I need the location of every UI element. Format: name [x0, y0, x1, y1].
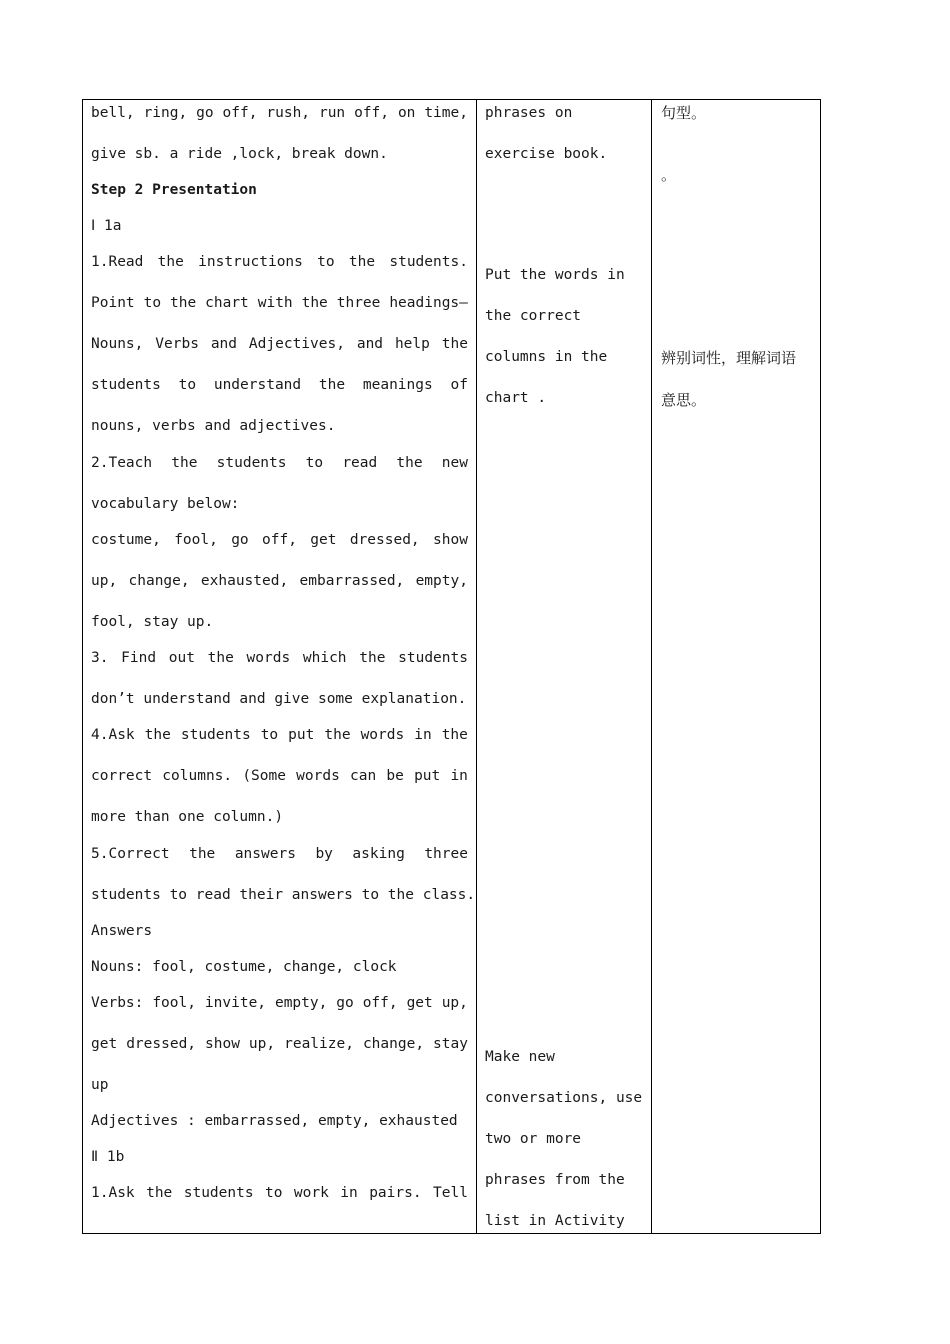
text-line: chart .: [485, 390, 547, 406]
text-line: bell, ring, go off, rush, run off, on time,: [91, 105, 468, 121]
text-line: up, change, exhausted, embarrassed, empty,: [91, 573, 468, 589]
step-heading: Step 2 Presentation: [91, 182, 257, 198]
column-divider: [476, 100, 477, 1233]
text-line: don’t understand and give some explanation.: [91, 691, 467, 707]
text-line: Put the words in: [485, 267, 625, 283]
text-line: 辨别词性，理解词语: [661, 349, 797, 367]
text-line: 。: [661, 166, 677, 184]
text-line: get dressed, show up, realize, change, stay: [91, 1036, 468, 1052]
text-line: nouns, verbs and adjectives.: [91, 418, 336, 434]
text-line: conversations, use: [485, 1090, 643, 1106]
text-line: Make new: [485, 1049, 555, 1065]
text-line: 4.Ask the students to put the words in the: [91, 727, 468, 743]
text-line: 句型。: [661, 104, 707, 122]
text-line: Point to the chart with the three headings—: [91, 295, 468, 311]
text-line: give sb. a ride ,lock, break down.: [91, 146, 388, 162]
text-line: Nouns, Verbs and Adjectives, and help the: [91, 336, 468, 352]
text-line: fool, stay up.: [91, 614, 214, 630]
text-line: Adjectives : embarrassed, empty, exhausted: [91, 1113, 458, 1129]
text-line: 5.Correct the answers by asking three: [91, 846, 468, 862]
text-line: more than one column.): [91, 809, 284, 825]
text-line: 3. Find out the words which the students: [91, 650, 468, 666]
text-line: 1.Read the instructions to the students.: [91, 254, 468, 270]
text-line: vocabulary below:: [91, 496, 240, 512]
text-line: students to understand the meanings of: [91, 377, 468, 393]
text-line: costume, fool, go off, get dressed, show: [91, 532, 468, 548]
text-line: exercise book.: [485, 146, 608, 162]
text-line: 意思。: [661, 391, 707, 409]
text-line: the correct: [485, 308, 582, 324]
column-divider: [651, 100, 652, 1233]
text-line: correct columns. (Some words can be put in: [91, 768, 468, 784]
text-line: 2.Teach the students to read the new: [91, 455, 468, 471]
text-line: list in Activity: [485, 1213, 625, 1229]
text-line: 1.Ask the students to work in pairs. Tell: [91, 1185, 468, 1201]
text-line: columns in the: [485, 349, 608, 365]
text-line: students to read their answers to the class.: [91, 887, 476, 903]
text-line: phrases from the: [485, 1172, 625, 1188]
text-line: Answers: [91, 923, 153, 939]
text-line: phrases on: [485, 105, 573, 121]
section-label: Ⅰ 1a: [91, 218, 122, 234]
lesson-plan-table: [82, 99, 821, 1234]
text-line: Nouns: fool, costume, change, clock: [91, 959, 397, 975]
text-line: two or more: [485, 1131, 582, 1147]
text-line: Verbs: fool, invite, empty, go off, get up,: [91, 995, 468, 1011]
text-line: up: [91, 1077, 109, 1093]
section-label: Ⅱ 1b: [91, 1149, 125, 1165]
